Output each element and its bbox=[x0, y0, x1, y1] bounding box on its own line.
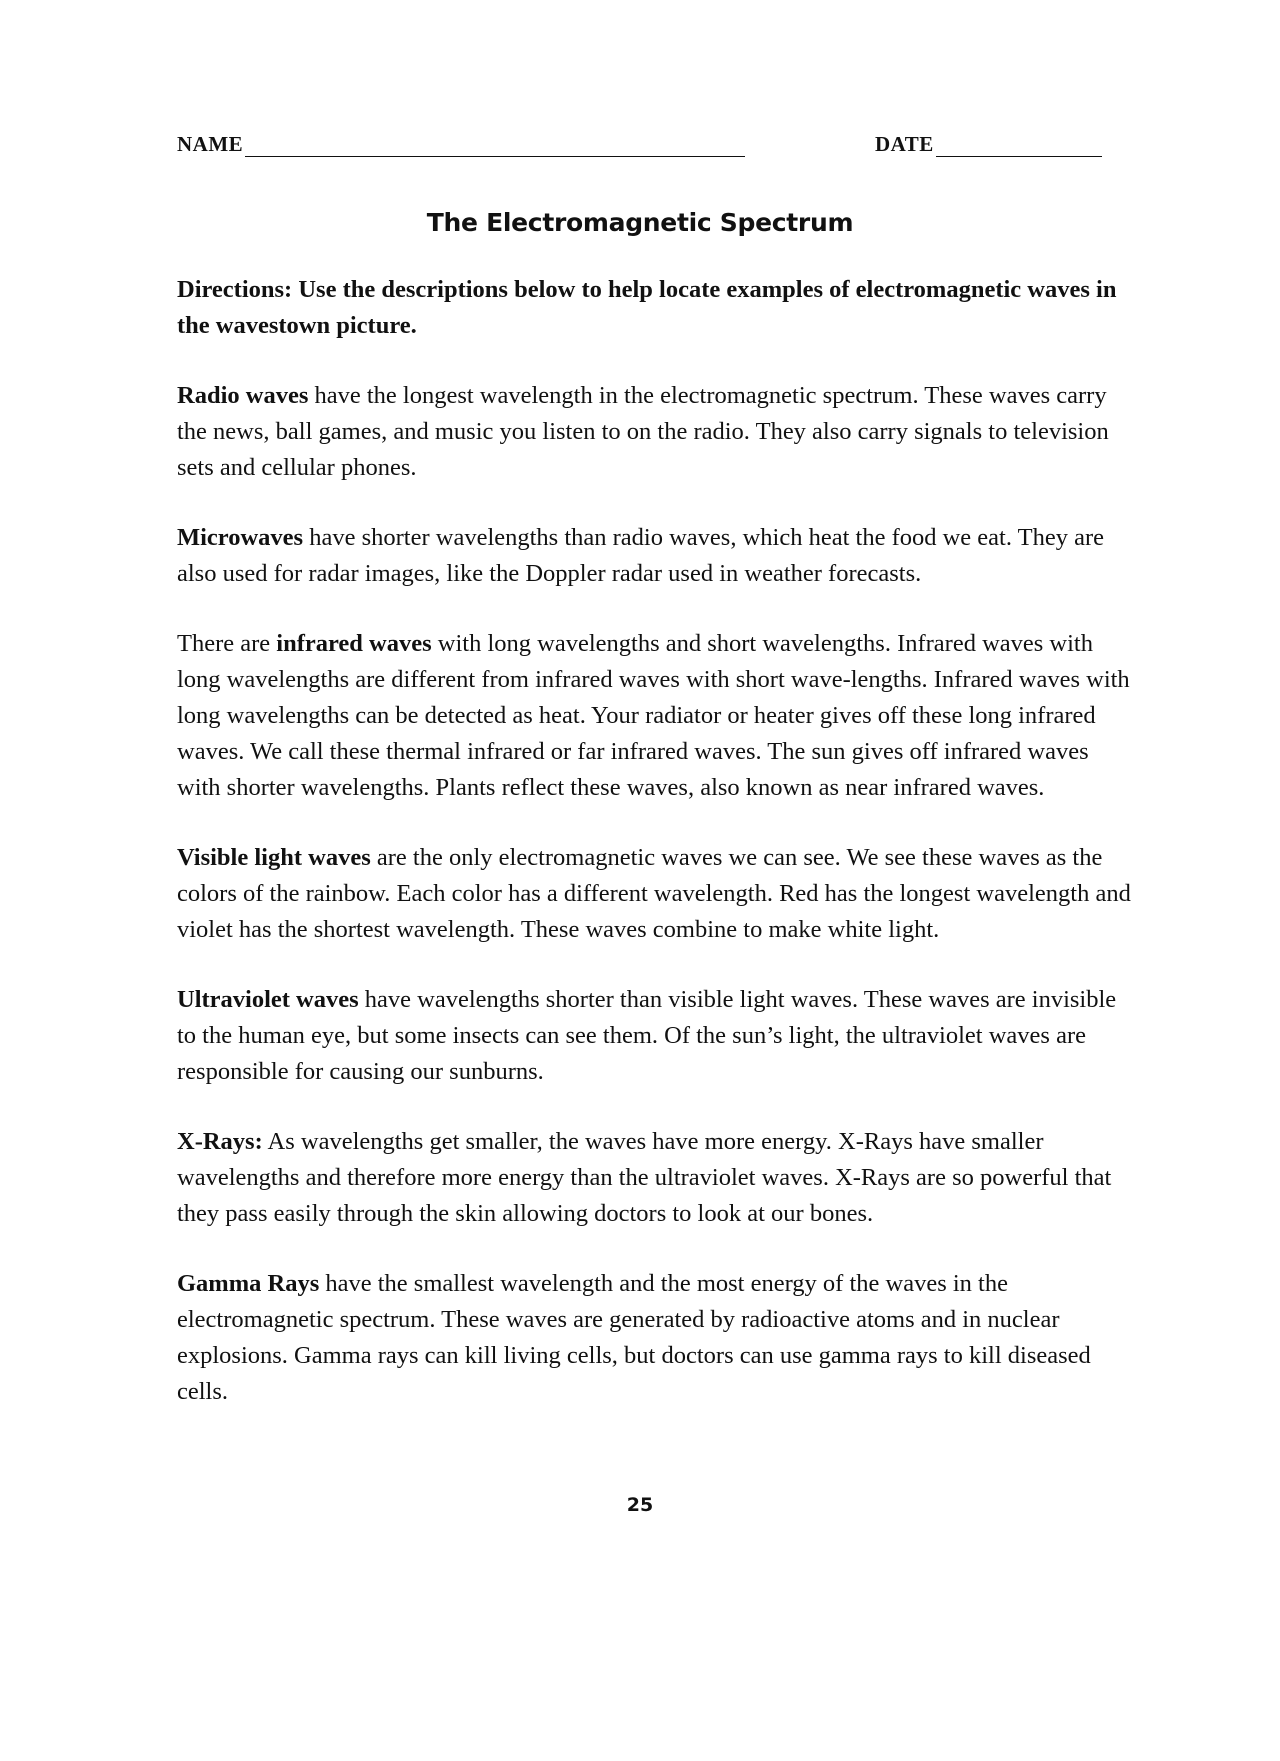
infrared-lead: There are bbox=[177, 630, 277, 657]
radio-waves-term: Radio waves bbox=[177, 382, 309, 409]
gamma-rays-paragraph bbox=[177, 1266, 1137, 1410]
date-blank-line bbox=[936, 136, 1102, 157]
visible-light-text: are the only electromagnetic waves we can see. We see these waves as the colors of the rainbow. Each color has a different wavelength. Red has the longest wavelength and violet has the shortest wavelength. These waves combine to make white light. bbox=[177, 844, 1131, 943]
radio-waves-paragraph bbox=[177, 378, 1137, 486]
name-blank-line bbox=[245, 136, 745, 157]
date-label: DATE bbox=[875, 132, 934, 156]
infrared-text: with long wavelengths and short wavelengths. Infrared waves with long wavelengths are different from infrared waves with short wave-lengths. Infrared waves with long wavelengths can be detected as heat. Your radiator or heater gives off these long infrared waves. We call these thermal infrared or far infrared waves. The sun gives off infrared waves with shorter wavelengths. Plants reflect these waves, also known as near infrared waves. bbox=[177, 630, 1130, 801]
infrared-paragraph bbox=[177, 626, 1137, 806]
x-rays-text: As wavelengths get smaller, the waves have more energy. X-Rays have smaller wavelengths and therefore more energy than the ultraviolet waves. X-Rays are so powerful that they pass easily through the skin allowing doctors to look at our bones. bbox=[177, 1128, 1112, 1227]
radio-waves-text: have the longest wavelength in the electromagnetic spectrum. These waves carry the news, ball games, and music you listen to on the radio. They also carry signals to television sets and cellular phones. bbox=[177, 382, 1109, 481]
microwaves-term: Microwaves bbox=[177, 524, 304, 551]
microwaves-text: have shorter wavelengths than radio waves, which heat the food we eat. They are also used for radar images, like the Doppler radar used in weather forecasts. bbox=[177, 524, 1105, 587]
visible-light-paragraph bbox=[177, 840, 1137, 948]
ultraviolet-paragraph bbox=[177, 982, 1137, 1090]
x-rays-paragraph bbox=[177, 1124, 1137, 1232]
directions-text: Directions: Use the descriptions below to help locate examples of electromagnetic waves in the wavestown picture. bbox=[177, 276, 1117, 339]
visible-light-term: Visible light waves bbox=[177, 844, 371, 871]
header-row bbox=[177, 132, 1112, 172]
worksheet-body bbox=[177, 272, 1137, 1444]
infrared-term: infrared waves bbox=[276, 630, 432, 657]
ultraviolet-term: Ultraviolet waves bbox=[177, 986, 359, 1013]
name-label: NAME bbox=[177, 132, 244, 156]
page-title: The Electromagnetic Spectrum bbox=[426, 208, 854, 237]
gamma-rays-term: Gamma Rays bbox=[177, 1270, 320, 1297]
x-rays-term: X-Rays: bbox=[177, 1128, 263, 1155]
page-number: 25 bbox=[626, 1494, 654, 1516]
name-field bbox=[177, 132, 745, 157]
date-field bbox=[875, 132, 1102, 157]
microwaves-paragraph bbox=[177, 520, 1137, 592]
gamma-rays-text: have the smallest wavelength and the most energy of the waves in the electromagnetic spectrum. These waves are generated by radioactive atoms and in nuclear explosions. Gamma rays can kill living cells, but doctors can use gamma rays to kill diseased cells. bbox=[177, 1270, 1091, 1405]
ultraviolet-text: have wavelengths shorter than visible light waves. These waves are invisible to the human eye, but some insects can see them. Of the sun’s light, the ultraviolet waves are responsible for causing our sunburns. bbox=[177, 986, 1117, 1085]
